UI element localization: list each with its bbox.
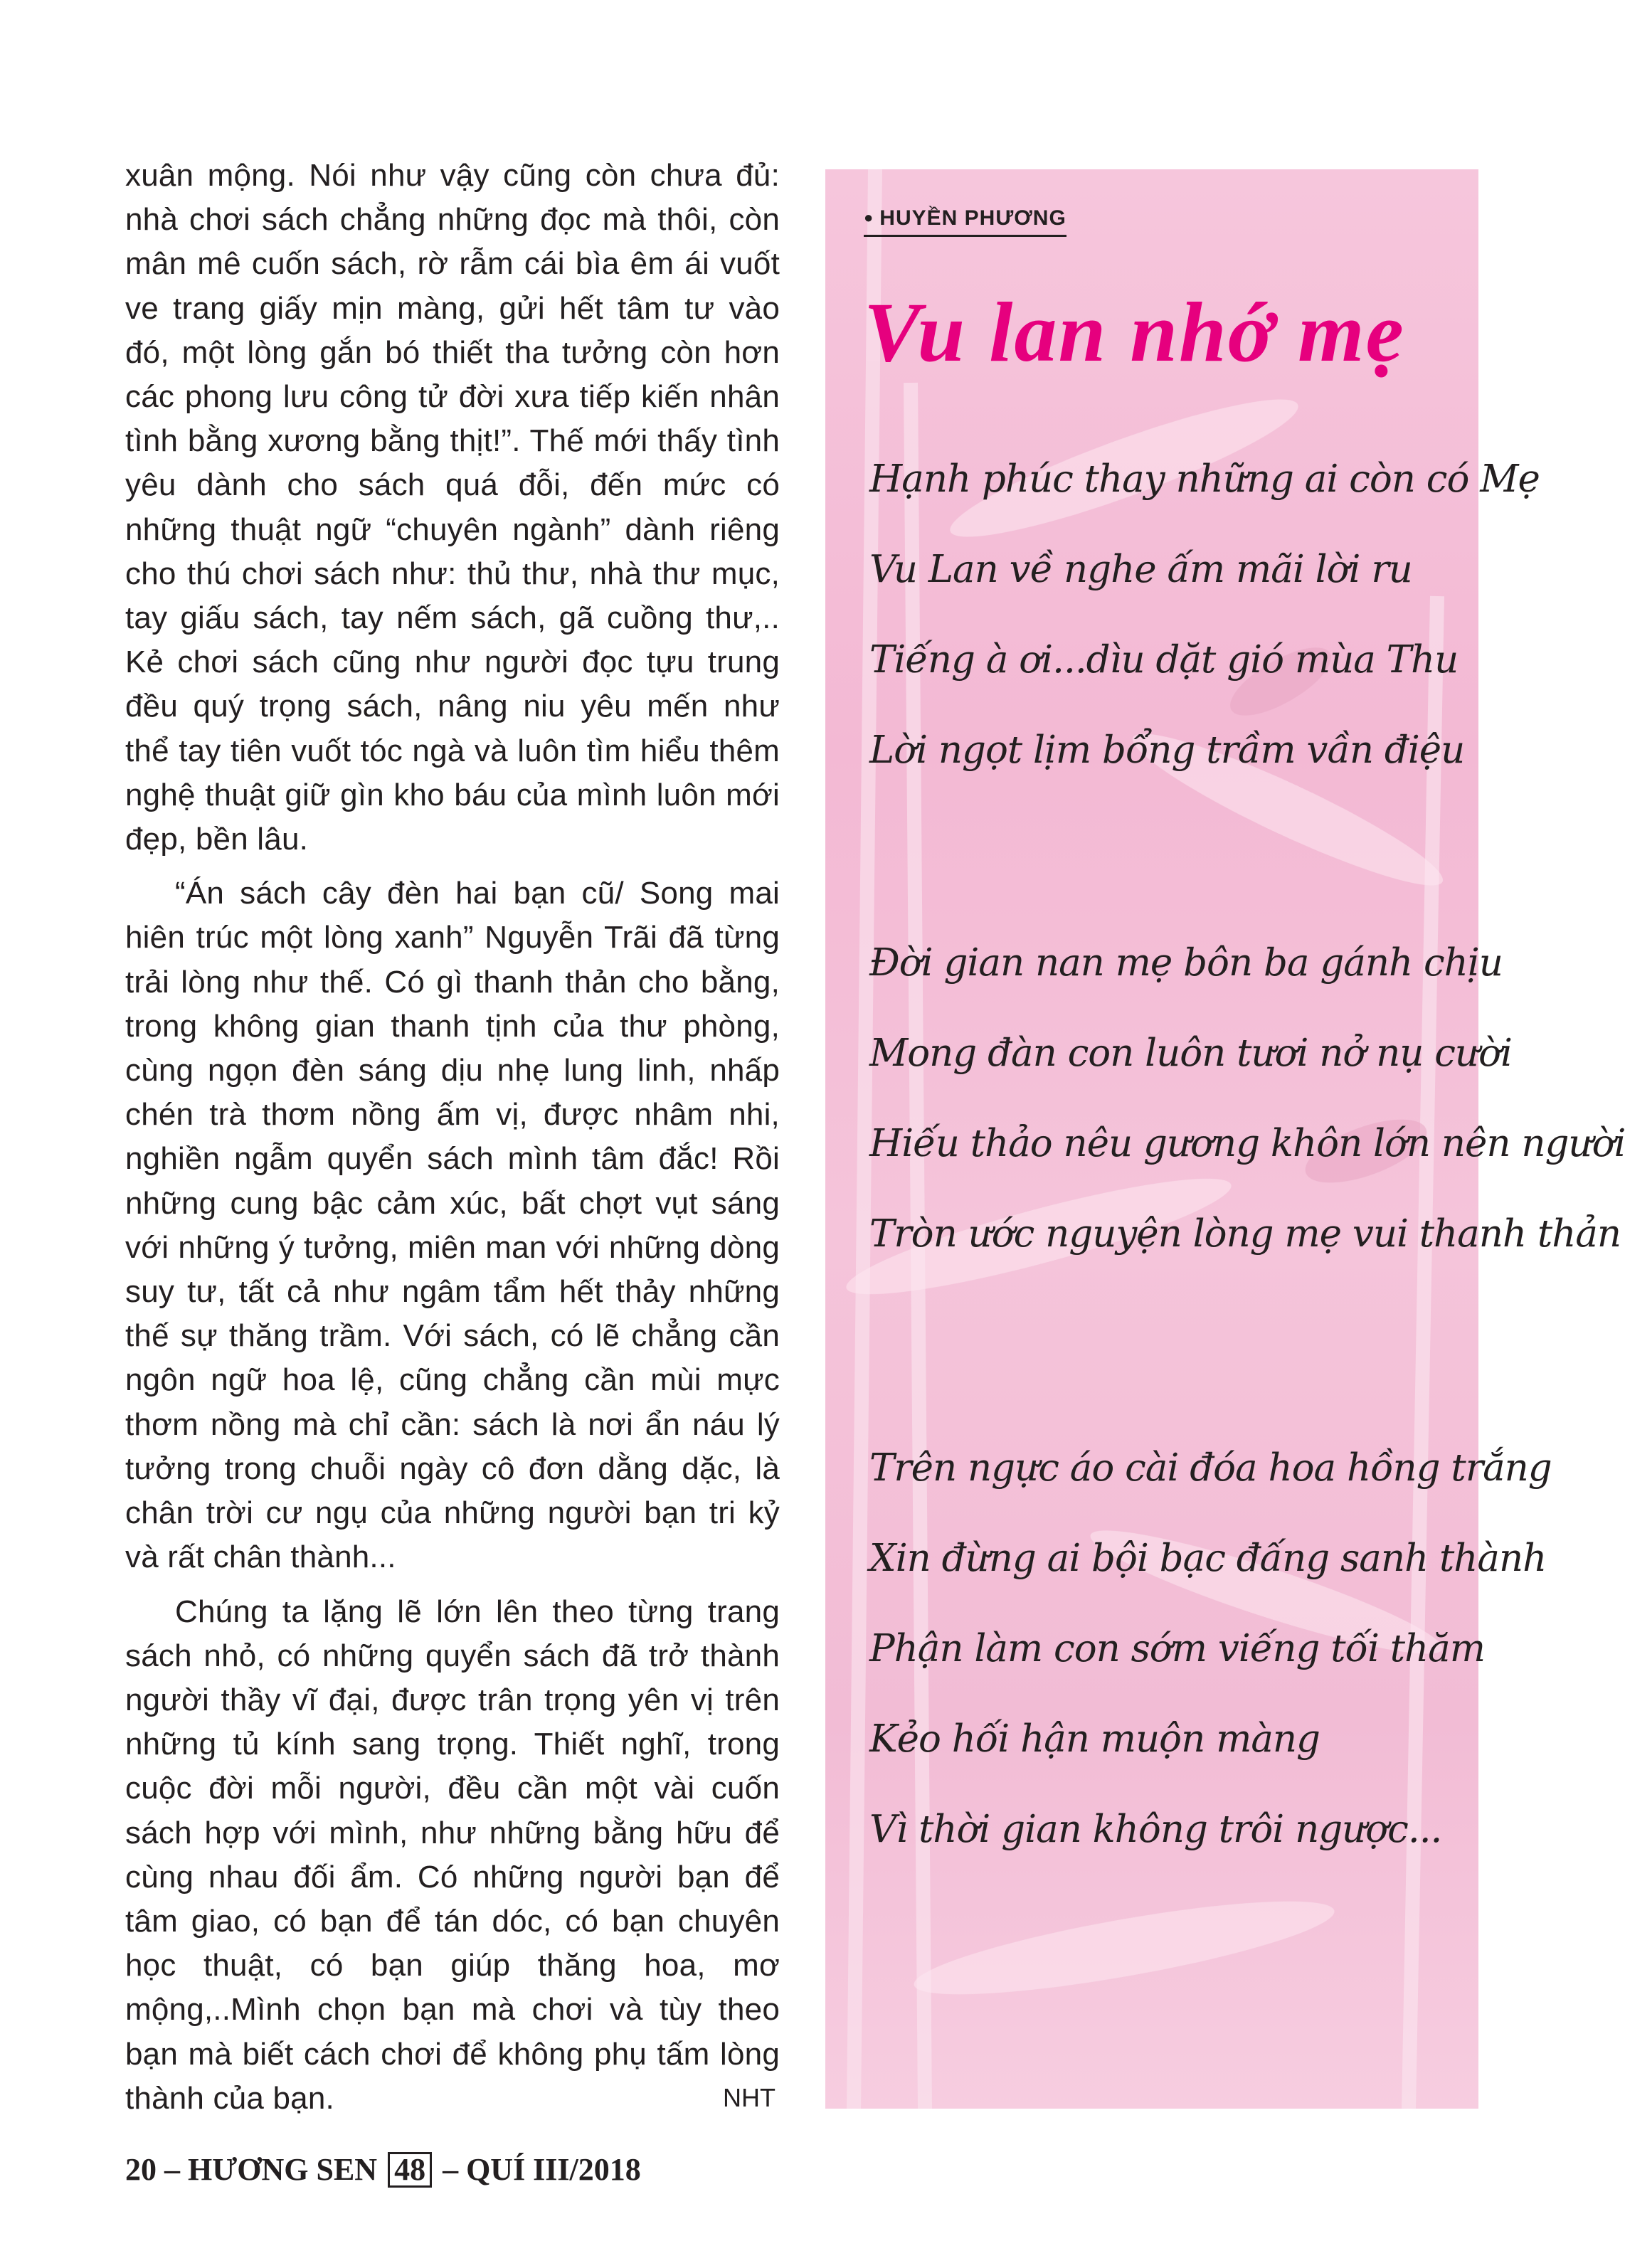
footer-dash: – [443,2152,459,2187]
poem-author-name: HUYỀN PHƯƠNG [879,206,1066,230]
poem-line: Hiếu thảo nêu gương khôn lớn nên người [869,1122,1625,1165]
poem-stanza-2 [869,918,1625,1279]
page-number: 20 [125,2152,157,2187]
article-signature: NHT [723,2083,776,2112]
issue-period: QUÍ III/2018 [466,2152,641,2187]
footer-dash: – [164,2152,180,2187]
poem-line: Đời gian nan mẹ bôn ba gánh chịu [869,941,1503,985]
poem-line: Vu Lan về nghe ấm mãi lời ru [869,548,1412,591]
poem-stanza-3 [869,1423,1552,1875]
poem-line: Tròn ước nguyện lòng mẹ vui thanh thản [869,1212,1621,1256]
poem-line: Tiếng à ơi...dìu dặt gió mùa Thu [869,638,1459,682]
article-paragraph-3: Chúng ta lặng lẽ lớn lên theo từng trang sách nhỏ, có những quyển sách đã trở thành người thầy vĩ đại, được trân trọng yên vị trên những tủ kính sang trọng. Thiết nghĩ, trong cuộc đời mỗi người, đều cần một vài cuốn sách hợp với mình, như những bằng hữu để cùng nhau đối ẩm. Có những người bạn để tâm giao, có bạn để tán dóc, có bạn chuyên học thuật, có bạn giúp thăng hoa, mơ mộng,..Mình chọn bạn mà chơi và tùy theo bạn mà biết cách chơi để không phụ tấm lòng thành của bạn. [125,1594,780,2116]
poem-line: Mong đàn con luôn tươi nở nụ cười [869,1032,1512,1075]
poem-line: Lời ngọt lịm bổng trầm vần điệu [869,728,1465,772]
poem-line: Kẻo hối hận muộn màng [869,1717,1320,1761]
article-paragraph-2: “Án sách cây đèn hai bạn cũ/ Song mai hiên trúc một lòng xanh” Nguyễn Trãi đã từng trải lòng như thế. Có gì thanh thản cho bằng, trong không gian thanh tịnh của thư phòng, cùng ngọn đèn sáng dịu nhẹ lung linh, nhấp chén trà thơm nồng ấm vị, được nhâm nhi, nghiền ngẫm quyển sách mình tâm đắc! Rồi những cung bậc cảm xúc, bất chợt vụt sáng với những ý tưởng, miên man với những dòng suy tư, tất cả như ngâm tẩm hết thảy những thế sự thăng trầm. Với sách, có lẽ chẳng cần ngôn ngữ hoa lệ, cũng chẳng cần mùi mực thơm nồng mà chỉ cần: sách là nơi ẩn náu lý tưởng trong chuỗi ngày cô đơn dằng dặc, là chân trời cư ngụ của những người bạn tri kỷ và rất chân thành... [125,876,780,1575]
article-paragraph-1: xuân mộng. Nói như vậy cũng còn chưa đủ: nhà chơi sách chẳng những đọc mà thôi, còn mân mê cuốn sách, rờ rẫm cái bìa êm ái vuốt ve trang giấy mịn màng, gửi hết tâm tư vào đó, một lòng gắn bó thiết tha tưởng còn hơn các phong lưu công tử đời xưa tiếp kiến nhân tình bằng xương bằng thịt!”. Thế mới thấy tình yêu dành cho sách quá đỗi, đến mức có những thuật ngữ “chuyên ngành” dành riêng cho thú chơi sách như: thủ thư, nhà thư mục, tay giấu sách, tay nếm sách, gã cuồng thư,.. Kẻ chơi sách cũng như người đọc tựu trung đều quý trọng sách, nâng niu yêu mến như thể tay tiên vuốt tóc ngà và luôn tìm hiểu thêm nghệ thuật giữ gìn kho báu của mình luôn mới đẹp, bền lâu. [125,158,780,857]
poem-line: Vì thời gian không trôi ngược... [869,1808,1442,1851]
poem-line: Phận làm con sớm viếng tối thăm [869,1627,1486,1670]
poem-title: Vu lan nhớ mẹ [864,285,1405,379]
poem-panel [825,169,1625,2109]
magazine-name: HƯƠNG SEN [188,2152,378,2187]
bullet-icon: ● [864,208,874,226]
poem-author [864,206,1066,237]
article-column [125,154,780,2121]
poem-line: Xin đừng ai bội bạc đấng sanh thành [869,1537,1547,1580]
poem-stanza-1 [869,434,1540,795]
poem-line: Trên ngực áo cài đóa hoa hồng trắng [869,1446,1552,1490]
page-footer [125,2151,641,2188]
poem-line: Hạnh phúc thay những ai còn có Mẹ [869,457,1540,501]
issue-number: 48 [388,2152,432,2188]
